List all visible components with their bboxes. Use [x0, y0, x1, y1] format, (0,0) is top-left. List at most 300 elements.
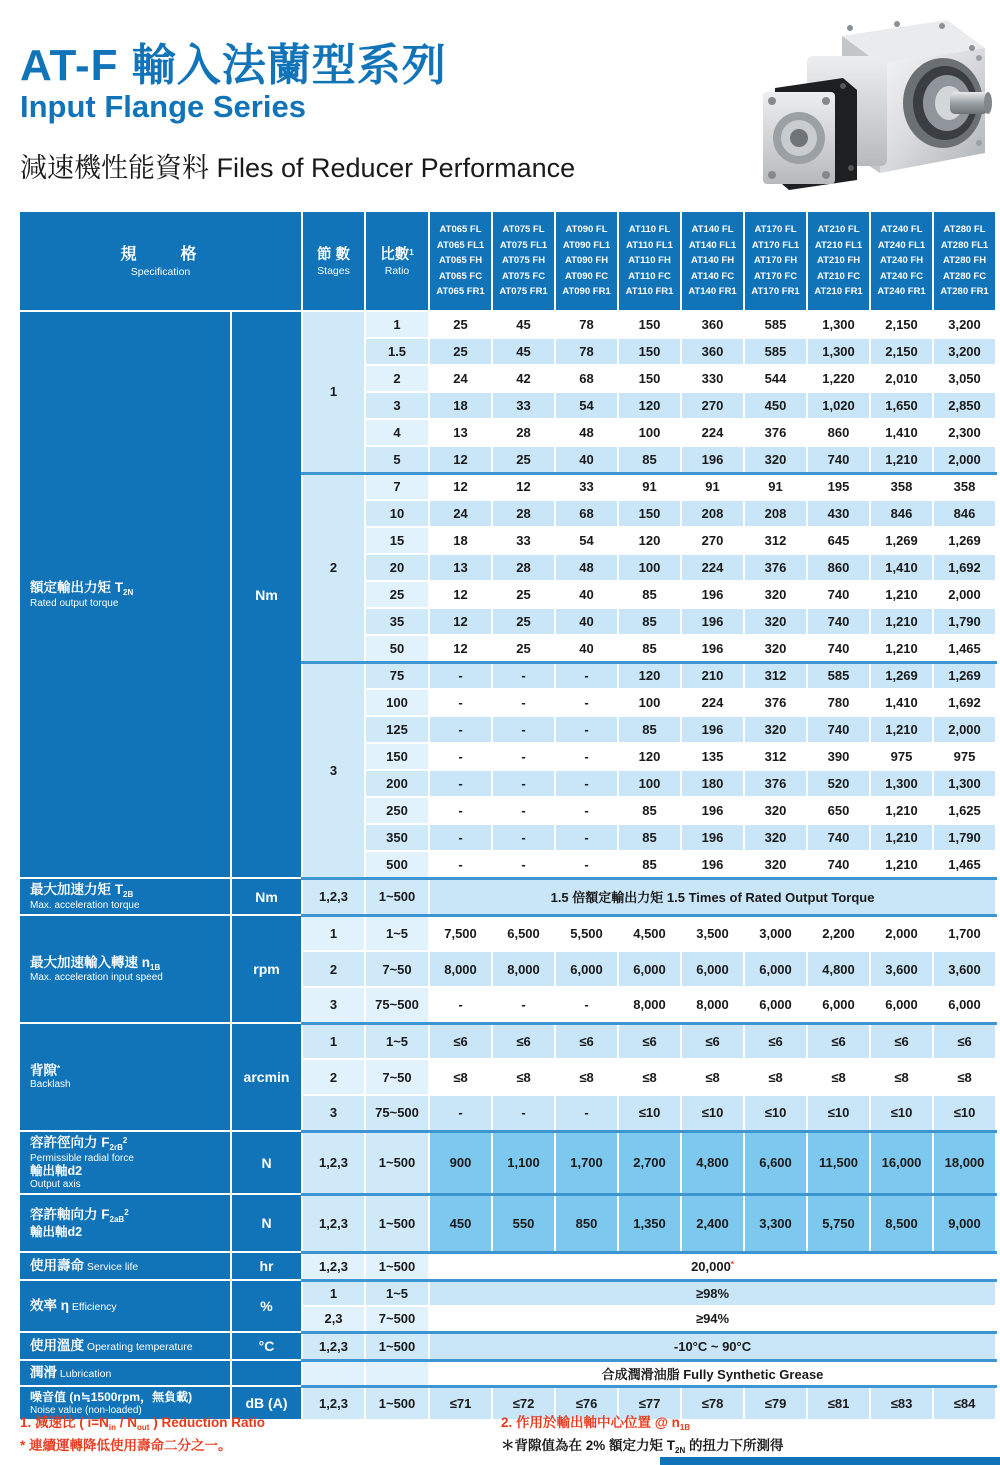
unit-cell: dB (A) [231, 1386, 302, 1420]
value-cell: 360 [681, 338, 744, 365]
stage-cell: 1 [302, 915, 365, 951]
ratio-cell: 10 [365, 500, 429, 527]
value-cell: 1,625 [933, 797, 996, 824]
value-cell: 3,050 [933, 365, 996, 392]
ratio-cell: 25 [365, 581, 429, 608]
value-cell: 100 [618, 419, 681, 446]
value-cell: 150 [618, 338, 681, 365]
value-cell: 1,100 [492, 1131, 555, 1194]
value-cell: 1,700 [555, 1131, 618, 1194]
value-cell: ≤6 [870, 1023, 933, 1059]
value-cell: 13 [429, 419, 492, 446]
value-cell: 860 [807, 419, 870, 446]
value-cell: 25 [429, 338, 492, 365]
label-cell: 容許徑向力 $F_{2rB}^2$ Permissible radial force 輸出軸d2 Output axis [19, 1131, 231, 1194]
label-cell: 使用壽命 Service life [19, 1252, 231, 1280]
value-cell: 85 [618, 581, 681, 608]
value-cell: 450 [744, 392, 807, 419]
value-cell: - [429, 770, 492, 797]
ratio-cell: 7~500 [365, 1306, 429, 1332]
value-cell: 42 [492, 365, 555, 392]
value-cell: 320 [744, 824, 807, 851]
value-cell: 12 [492, 473, 555, 500]
value-cell: 1,210 [870, 851, 933, 878]
stage-cell: 2 [302, 1059, 365, 1095]
value-cell: 12 [429, 608, 492, 635]
ratio-cell: 15 [365, 527, 429, 554]
value-cell: - [429, 662, 492, 689]
stage-cell: 1,2,3 [302, 1332, 365, 1360]
footnote-continuous-operation: * 連續運轉降低使用壽命二分之一。 [20, 1437, 232, 1453]
value-cell: 196 [681, 608, 744, 635]
stage-cell: 2 [302, 473, 365, 662]
value-cell: ≤10 [618, 1095, 681, 1131]
table-row [19, 311, 996, 338]
value-cell: 24 [429, 500, 492, 527]
value-cell: 6,000 [681, 951, 744, 987]
value-cell: 25 [492, 446, 555, 473]
value-cell: 224 [681, 554, 744, 581]
value-cell: 100 [618, 554, 681, 581]
value-cell: 100 [618, 689, 681, 716]
value-cell: - [429, 689, 492, 716]
value-cell: 312 [744, 662, 807, 689]
value-cell: - [555, 824, 618, 851]
value-cell: 320 [744, 608, 807, 635]
stage-cell: 1 [302, 1023, 365, 1059]
value-cell: 3,600 [870, 951, 933, 987]
value-cell: 2,000 [870, 915, 933, 951]
value-cell: 195 [807, 473, 870, 500]
value-cell: 2,000 [933, 716, 996, 743]
value-cell: 740 [807, 716, 870, 743]
stage-cell: 3 [302, 662, 365, 878]
unit-cell: rpm [231, 915, 302, 1023]
value-cell: - [555, 851, 618, 878]
value-cell: - [492, 851, 555, 878]
value-cell: 450 [429, 1194, 492, 1252]
value-cell: - [555, 987, 618, 1023]
ratio-cell: 2 [365, 365, 429, 392]
value-cell: 3,200 [933, 311, 996, 338]
value-cell: 8,000 [681, 987, 744, 1023]
value-cell: 376 [744, 419, 807, 446]
value-cell: 12 [429, 473, 492, 500]
value-cell: 312 [744, 743, 807, 770]
ratio-cell: 1~5 [365, 1023, 429, 1059]
value-cell: 1,350 [618, 1194, 681, 1252]
value-cell: - [429, 1095, 492, 1131]
value-cell: - [429, 797, 492, 824]
value-cell: 135 [681, 743, 744, 770]
unit-cell: N [231, 1194, 302, 1252]
value-cell: 54 [555, 392, 618, 419]
value-cell: ≤10 [870, 1095, 933, 1131]
value-cell: 91 [618, 473, 681, 500]
value-cell: 330 [681, 365, 744, 392]
unit-cell: N [231, 1131, 302, 1194]
label-cell: 最大加速力矩 $T_{2B}$ Max. acceleration torque [19, 878, 231, 915]
page-title-zh: AT-F 輸入法蘭型系列 [20, 41, 447, 90]
ratio-cell: 1~500 [365, 1131, 429, 1194]
value-cell: 224 [681, 419, 744, 446]
ratio-cell: 1~500 [365, 1332, 429, 1360]
value-cell: 975 [933, 743, 996, 770]
model-header-cell: AT075 FL AT075 FL1 AT075 FH AT075 FC AT075 FR1 [492, 211, 555, 311]
value-cell: 780 [807, 689, 870, 716]
value-cell: 25 [492, 635, 555, 662]
stage-cell: 1,2,3 [302, 878, 365, 915]
value-cell: 360 [681, 311, 744, 338]
value-cell: 358 [933, 473, 996, 500]
label-cell: 潤滑 Lubrication [19, 1360, 231, 1386]
value-cell: 2,700 [618, 1131, 681, 1194]
product-image [747, 8, 992, 203]
value-cell: 270 [681, 392, 744, 419]
value-cell: 1,300 [807, 338, 870, 365]
value-cell: 7,500 [429, 915, 492, 951]
value-cell: 85 [618, 635, 681, 662]
value-cell: 196 [681, 824, 744, 851]
value-cell: - [492, 770, 555, 797]
value-cell: 860 [807, 554, 870, 581]
value-cell: 40 [555, 635, 618, 662]
value-cell: - [492, 743, 555, 770]
value-cell: 6,600 [744, 1131, 807, 1194]
value-cell: 1,300 [933, 770, 996, 797]
value-cell: - [555, 797, 618, 824]
value-cell: 68 [555, 500, 618, 527]
value-cell: 3,600 [933, 951, 996, 987]
value-cell: 196 [681, 851, 744, 878]
value-cell: ≤8 [429, 1059, 492, 1095]
ratio-cell: 125 [365, 716, 429, 743]
value-cell: 358 [870, 473, 933, 500]
bottom-strip [660, 1457, 1000, 1465]
value-cell: ≤8 [744, 1059, 807, 1095]
value-cell: 40 [555, 581, 618, 608]
ratio-cell: 75~500 [365, 1095, 429, 1131]
table-row [19, 1131, 996, 1194]
value-cell: 18 [429, 527, 492, 554]
label-cell: 效率 η Efficiency [19, 1280, 231, 1332]
ratio-cell: 7 [365, 473, 429, 500]
value-cell: 150 [618, 365, 681, 392]
table-row [19, 1194, 996, 1252]
ratio-cell: 3 [365, 392, 429, 419]
value-cell: 24 [429, 365, 492, 392]
value-cell: 2,000 [933, 581, 996, 608]
value-cell: 650 [807, 797, 870, 824]
value-cell: 740 [807, 824, 870, 851]
value-cell: 740 [807, 851, 870, 878]
value-cell: 6,000 [555, 951, 618, 987]
unit-cell: hr [231, 1252, 302, 1280]
footnote-backlash-measurement: ＊背隙值為在 2% 額定力矩 $T_{2N}$ 的扭力下所測得 [501, 1437, 784, 1455]
stage-cell: 2 [302, 951, 365, 987]
value-cell: - [429, 851, 492, 878]
value-cell: 2,150 [870, 311, 933, 338]
value-cell: 1,210 [870, 635, 933, 662]
value-cell: 28 [492, 500, 555, 527]
value-cell: - [429, 824, 492, 851]
ratio-cell: 150 [365, 743, 429, 770]
value-cell: 645 [807, 527, 870, 554]
value-cell: 430 [807, 500, 870, 527]
value-cell: 3,000 [744, 915, 807, 951]
value-cell: 320 [744, 581, 807, 608]
value-cell: - [492, 662, 555, 689]
value-cell: 4,800 [807, 951, 870, 987]
stage-cell: 1,2,3 [302, 1252, 365, 1280]
value-cell: 740 [807, 446, 870, 473]
value-cell: 85 [618, 797, 681, 824]
value-cell: 1,410 [870, 689, 933, 716]
ratio-cell: 4 [365, 419, 429, 446]
footnote-reduction-ratio: 1. 減速比 ( $i=N_{in} / N_{out}$ ) Reduction Ratio [20, 1415, 265, 1432]
unit-cell: % [231, 1280, 302, 1332]
value-cell: 28 [492, 554, 555, 581]
value-cell: 180 [681, 770, 744, 797]
value-cell: 33 [492, 392, 555, 419]
value-cell: 18 [429, 392, 492, 419]
model-header-cell: AT065 FL AT065 FL1 AT065 FH AT065 FC AT065 FR1 [429, 211, 492, 311]
table-row [19, 1252, 996, 1280]
page-header [20, 42, 575, 185]
value-cell: 208 [744, 500, 807, 527]
model-header-cell: AT280 FL AT280 FL1 AT280 FH AT280 FC AT280 FR1 [933, 211, 996, 311]
value-cell: ≤8 [618, 1059, 681, 1095]
value-cell: 376 [744, 689, 807, 716]
value-cell: 210 [681, 662, 744, 689]
ratio-cell: 1~5 [365, 1280, 429, 1306]
value-cell: 1,269 [870, 662, 933, 689]
value-cell: ≤72 [492, 1386, 555, 1420]
ratio-cell: 1~5 [365, 915, 429, 951]
value-cell: ≤8 [555, 1059, 618, 1095]
value-cell: ≤8 [870, 1059, 933, 1095]
model-header-cell: AT240 FL AT240 FL1 AT240 FH AT240 FC AT240 FR1 [870, 211, 933, 311]
value-cell: 12 [429, 581, 492, 608]
value-cell: 16,000 [870, 1131, 933, 1194]
ratio-header-cell: 比數$^1$ Ratio [365, 211, 429, 311]
value-cell: 6,000 [744, 987, 807, 1023]
value-cell: ≤76 [555, 1386, 618, 1420]
page-title-en: Input Flange Series [20, 88, 306, 124]
ratio-cell: 1~500 [365, 1252, 429, 1280]
ratio-cell: 350 [365, 824, 429, 851]
value-cell: 196 [681, 716, 744, 743]
value-cell: 544 [744, 365, 807, 392]
value-cell: 91 [681, 473, 744, 500]
value-cell: 4,500 [618, 915, 681, 951]
value-cell: 150 [618, 311, 681, 338]
value-cell: 33 [555, 473, 618, 500]
ratio-cell [365, 1360, 429, 1386]
value-cell: ≤10 [933, 1095, 996, 1131]
value-cell: 3,300 [744, 1194, 807, 1252]
label-cell: 噪音值 (n≒1500rpm，無負載) Noise value (non-loaded) [19, 1386, 231, 1420]
value-cell: 28 [492, 419, 555, 446]
value-cell: 45 [492, 311, 555, 338]
span-value-cell: 1.5 倍額定輸出力矩 1.5 Times of Rated Output Torque [429, 878, 996, 915]
model-header-cell: AT110 FL AT110 FL1 AT110 FH AT110 FC AT110 FR1 [618, 211, 681, 311]
value-cell: 196 [681, 446, 744, 473]
value-cell: 6,000 [870, 987, 933, 1023]
stage-cell: 1,2,3 [302, 1386, 365, 1420]
value-cell: 8,000 [492, 951, 555, 987]
value-cell: 585 [807, 662, 870, 689]
value-cell: ≤79 [744, 1386, 807, 1420]
value-cell: 2,010 [870, 365, 933, 392]
value-cell: 740 [807, 635, 870, 662]
value-cell: 390 [807, 743, 870, 770]
stages-header-cell: 節 數 Stages [302, 211, 365, 311]
value-cell: - [492, 987, 555, 1023]
value-cell: 33 [492, 527, 555, 554]
value-cell: 740 [807, 608, 870, 635]
value-cell: 48 [555, 554, 618, 581]
value-cell: 550 [492, 1194, 555, 1252]
ratio-cell: 75 [365, 662, 429, 689]
value-cell: 1,692 [933, 554, 996, 581]
value-cell: 2,200 [807, 915, 870, 951]
value-cell: 196 [681, 797, 744, 824]
value-cell: - [555, 1095, 618, 1131]
unit-cell: °C [231, 1332, 302, 1360]
label-cell: 額定輸出力矩 $T_{2N}$ Rated output torque [19, 311, 231, 878]
value-cell: 520 [807, 770, 870, 797]
stage-cell: 3 [302, 1095, 365, 1131]
gear-reducer-illustration [747, 8, 992, 203]
value-cell: - [492, 824, 555, 851]
value-cell: 11,500 [807, 1131, 870, 1194]
value-cell: 900 [429, 1131, 492, 1194]
value-cell: 1,300 [870, 770, 933, 797]
value-cell: - [429, 987, 492, 1023]
value-cell: 320 [744, 716, 807, 743]
spec-header-cell: 規 格 Specification [19, 211, 302, 311]
value-cell: ≤84 [933, 1386, 996, 1420]
value-cell: 13 [429, 554, 492, 581]
value-cell: 68 [555, 365, 618, 392]
value-cell: 1,700 [933, 915, 996, 951]
value-cell: 120 [618, 392, 681, 419]
label-cell: 容許軸向力 $F_{2aB}^2$ 輸出軸d2 [19, 1194, 231, 1252]
value-cell: 85 [618, 716, 681, 743]
table-row [19, 915, 996, 951]
value-cell: 3,200 [933, 338, 996, 365]
stage-cell: 1,2,3 [302, 1131, 365, 1194]
ratio-cell: 200 [365, 770, 429, 797]
value-cell: 1,269 [933, 662, 996, 689]
value-cell: 585 [744, 338, 807, 365]
value-cell: ≤71 [429, 1386, 492, 1420]
value-cell: - [492, 1095, 555, 1131]
value-cell: 320 [744, 446, 807, 473]
value-cell: - [492, 716, 555, 743]
value-cell: 120 [618, 662, 681, 689]
value-cell: 1,790 [933, 824, 996, 851]
value-cell: 1,210 [870, 608, 933, 635]
value-cell: 45 [492, 338, 555, 365]
value-cell: 846 [870, 500, 933, 527]
value-cell: 100 [618, 770, 681, 797]
performance-table [18, 210, 997, 1421]
value-cell: ≤81 [807, 1386, 870, 1420]
value-cell: ≤8 [681, 1059, 744, 1095]
stage-cell: 2,3 [302, 1306, 365, 1332]
unit-cell: arcmin [231, 1023, 302, 1131]
value-cell: ≤6 [933, 1023, 996, 1059]
value-cell: 78 [555, 338, 618, 365]
footnotes [20, 1412, 982, 1458]
ratio-cell: 7~50 [365, 1059, 429, 1095]
value-cell: 196 [681, 635, 744, 662]
value-cell: ≤77 [618, 1386, 681, 1420]
value-cell: 5,750 [807, 1194, 870, 1252]
value-cell: 1,790 [933, 608, 996, 635]
value-cell: 1,220 [807, 365, 870, 392]
value-cell: 1,210 [870, 824, 933, 851]
value-cell: ≤6 [555, 1023, 618, 1059]
unit-cell: Nm [231, 878, 302, 915]
value-cell: 48 [555, 419, 618, 446]
value-cell: ≤10 [744, 1095, 807, 1131]
value-cell: 1,269 [933, 527, 996, 554]
value-cell: ≤6 [807, 1023, 870, 1059]
value-cell: 846 [933, 500, 996, 527]
value-cell: 25 [492, 608, 555, 635]
value-cell: 740 [807, 581, 870, 608]
model-header-cell: AT140 FL AT140 FL1 AT140 FH AT140 FC AT140 FR1 [681, 211, 744, 311]
value-cell: 91 [744, 473, 807, 500]
ratio-cell: 1.5 [365, 338, 429, 365]
value-cell: 120 [618, 527, 681, 554]
span-value-cell: ≥94% [429, 1306, 996, 1332]
ratio-cell: 5 [365, 446, 429, 473]
value-cell: - [555, 716, 618, 743]
value-cell: 8,000 [618, 987, 681, 1023]
table-row [19, 1023, 996, 1059]
value-cell: 975 [870, 743, 933, 770]
ratio-cell: 50 [365, 635, 429, 662]
ratio-cell: 20 [365, 554, 429, 581]
ratio-cell: 7~50 [365, 951, 429, 987]
value-cell: ≤6 [744, 1023, 807, 1059]
model-header-cell: AT090 FL AT090 FL1 AT090 FH AT090 FC AT090 FR1 [555, 211, 618, 311]
value-cell: 1,465 [933, 851, 996, 878]
table-row [19, 211, 996, 311]
label-cell: 使用溫度 Operating temperature [19, 1332, 231, 1360]
value-cell: 40 [555, 608, 618, 635]
value-cell: ≤6 [681, 1023, 744, 1059]
ratio-cell: 1~500 [365, 1194, 429, 1252]
value-cell: - [555, 662, 618, 689]
value-cell: 1,410 [870, 419, 933, 446]
value-cell: 2,400 [681, 1194, 744, 1252]
span-value-cell: 合成潤滑油脂 Fully Synthetic Grease [429, 1360, 996, 1386]
model-header-cell: AT210 FL AT210 FL1 AT210 FH AT210 FC AT210 FR1 [807, 211, 870, 311]
span-value-cell: -10°C ~ 90°C [429, 1332, 996, 1360]
stage-cell: 1,2,3 [302, 1194, 365, 1252]
value-cell: ≤6 [429, 1023, 492, 1059]
value-cell: 3,500 [681, 915, 744, 951]
value-cell: 2,000 [933, 446, 996, 473]
table-row [19, 1332, 996, 1360]
value-cell: 1,410 [870, 554, 933, 581]
value-cell: - [555, 689, 618, 716]
